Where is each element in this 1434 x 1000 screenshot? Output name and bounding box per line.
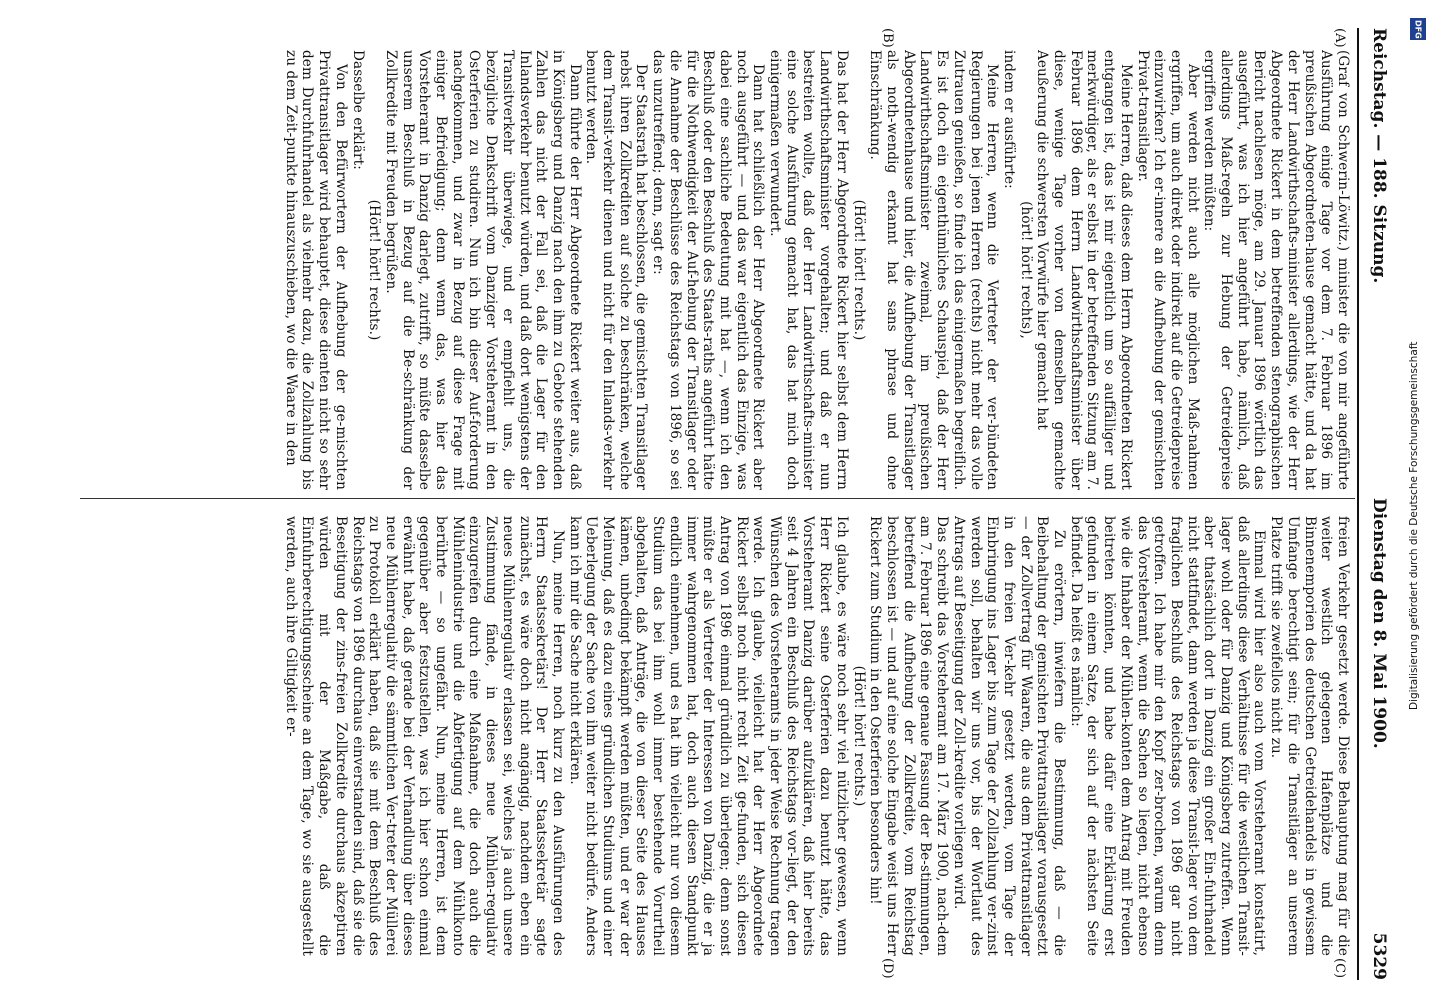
paragraph: Ich glaube, es wäre noch sehr viel nützlicher gewesen, wenn Herr Rickert seine Osterferien dazu benutzt hätte, das Vorsteheramt Danzig darüber aufzuklären, daß hier bereits seit 4 Jahren ein Beschluß des Reichstags vor-liegt, der den Wünschen des Vorsteheramts in jeder Weise Rechnung tragen werde. Ich glaube, vielleicht hat der Herr Abgeordnete Rickert selbst noch nicht recht Zeit ge-funden, sich diesen Antrag von 1896 einmal gründlich zu überlegen; denn sonst müßte er als Vertreter der Interessen von Danzig, die er ja immer wahrgenommen hat, doch auch diesen Standpunkt endlich einnehmen, und es hat ihn vielleicht nur von diesem Studium das bei ihm wohl immer bestehende Vorurtheil abgehalten, daß Anträge, die von dieser Seite des Hauses kämen, unbedingt bekämpft werden müßten, und er war der Meinung, daß es dazu eines gründlichen Studiums und einer Ueberlegung der Sache von ihm weiter nicht bedürfe. Anders kann ich mir die Sache nicht erklären. xyxy=(566,516,850,956)
quote: freien Verkehr gesetzt werde. Diese Behauptung mag für die weiter westlich gelegenen Hafenplätze und die Binnenemporien des deutschen Getreidehandels in gewissem Umfange berechtigt sein; für die Transitläger an unserem Platze trifft sie zweifellos nicht zu. xyxy=(1268,516,1351,956)
margin-mark-d: (D) xyxy=(880,958,895,979)
interjection: (Hört! hört! rechts.) xyxy=(850,665,867,807)
paragraph: Das schreibt das Vorsteheramt am 17. März 1900, nach-dem am 7. Februar 1896 eine genaue Fassung der Be-stimmungen, betreffend die Aufhebung der Zollkredite, vom Reichstag beschlossen ist — und auf eine solche Eingabe weist uns Herr Rickert zum Studium in den Osterferien besonders hin! xyxy=(867,516,951,956)
paragraph: indem er ausführte: xyxy=(1000,50,1017,189)
right-column xyxy=(70,516,1351,956)
paragraph: Aber werden nicht auch alle möglichen Maß-nahmen ergriffen, um auch direkt oder indirekt auf die Getreidepreise einzuwirken? Ich er-innere an die Aufhebung der gemischten Privat-transitlager. xyxy=(1134,50,1201,490)
quote: Der Staatsrath hat beschlossen, die gemischten Transitlager nebst ihren Zollkrediten auf solche zu beschränken, welche dem Transit-verkehr dienen und nicht für den Inlands-verkehr benutzt werden. xyxy=(583,50,650,490)
header-left: Reichstag. — 188. Sitzung. xyxy=(1369,28,1389,284)
dfg-logo: DFG xyxy=(1410,18,1426,40)
paragraph: (Graf von Schwerin-Löwitz.) minister die von mir angeführte Ausführung einige Tage vor dem 7. Februar 1896 im preußischen Abgeordneten-hause gemacht hätte, und da hat der Herr Landwirthschafts-minister allerdings, wie der Herr Abgeordnete Rickert in dem betreffenden stenographischen Bericht nachlesen möge, am 29. Januar 1896 wörtlich das ausgeführt, was ich hier angeführt habe, nämlich, daß allerdings Maß-regeln zur Hebung der Getreidepreise ergriffen werden müßten: xyxy=(1201,50,1351,490)
left-column xyxy=(70,50,1351,490)
paragraph: Dann hat schließlich der Herr Abgeordnete Rickert aber noch ausgeführt — und das war eigentlich das Einzige, was dabei eine sachliche Bedeutung mit hat —, wenn ich den Beschluß oder den Beschluß des Staats-raths angeführt hätte für die Nothwendigkeit der Auf-hebung der Transitlager oder die Annahme der Beschlüsse des Reichstags von 1896, so sei das unzutreffend; denn, sagt er: xyxy=(650,50,767,490)
rotated-page-content xyxy=(70,28,1395,980)
paragraph: Meine Herren, daß dieses dem Herrn Abgeordneten Rickert entgangen ist, das ist mir eigentlich um so auffälliger und merkwürdiger, als er selbst in der betreffenden Sitzung am 7. Februar 1896 dem Herrn Landwirthschaftsminister über diese, wenige Tage vorher von demselben gemachte Aeußerung die schwersten Vorwürfe hier gemacht hat xyxy=(1034,50,1134,490)
header-rule xyxy=(1357,28,1359,980)
quote: Meine Herren, wenn die Vertreter der ver-bündeten Regierungen bei jenen Herren (rechts) nicht mehr das volle Zutrauen genießen, so finde ich das einigermaßen begreiflich. Es ist doch ein eigenthümliches Schauspiel, daß der Herr Landwirthschaftsminister zweimal, im preußischen Abgeordnetenhause und hier, die Aufhebung der Transitlager als noth-wendig erkannt hat sans phrase und ohne Einschränkung. xyxy=(867,50,1001,490)
margin-mark-b: (B) xyxy=(880,28,895,48)
column-divider xyxy=(80,498,1355,499)
paragraph: Das hat der Herr Abgeordnete Rickert hier selbst dem Herrn Landwirthschaftsminister vorgehalten; und daß er nun bestreiten wollte, daß der Herr Landwirthschafts-minister eine solche Ausführung gemacht hat, das hat mich doch einigermaßen verwundert. xyxy=(767,50,850,490)
paragraph: Nun, meine Herren, noch kurz zu den Ausführungen des Herrn Staatssekretärs! Der Herr Staatssekretär sagte zunächst, es wäre doch nicht angängig, nachdem eben ein neues Mühlenregulativ erlassen sei, welches ja auch unsere Zustimmung fände, in dieses neue Mühlen-regulativ einzugreifen durch eine Maßnahme, die doch auch die Mühlenindustrie und die Abfertigung auf dem Mühlkonto berührte — so ungefähr. Nun, meine Herren, ist dem gegenüber aber festzustellen, was ich hier schon einmal erwähnt habe, daß gerade bei der Verhandlung über dieses neue Mühlenregulativ die sämmtlichen Ver-treter der Müllerei zu Protokoll erklärt haben, daß sie mit dem Beschluß des Reichstags von 1896 durchaus einverstanden sind, daß sie die Beseitigung der zins-freien Zollkredite durchaus akzeptiren würden mit der Maßgabe, daß die Einfuhrberechtigungsscheine an dem Tage, wo sie ausgestellt werden, auch ihre Giltigkeit er- xyxy=(282,516,566,956)
paragraph: Dann führte der Herr Abgeordnete Rickert weiter aus, daß in Königsberg und Danzig nach den ihm zu Gebote stehenden Zahlen das nicht der Fall sei, daß die Lager für den Inlandsverkehr benutzt würden, und daß dort wenigstens der Transitverkehr überwiege, und er empfiehlt uns, die bezügliche Denkschrift vom Danziger Vorsteheramt in den Osterferien zu studiren. Nun ich bin dieser Auf-forderung nachgekommen, und zwar in Bezug auf diese Frage mit einiger Befriedigung; denn wenn das, was hier das Vorsteheramt in Danzig darlegt, zutrifft, so müßte dasselbe unserem Beschluß in Bezug auf die Be-schränkung der Zollkredite mit Freuden begrüßen. xyxy=(382,50,583,490)
quote: Zu erörtern, inwiefern die Bestimmung, daß — die Beibehaltung der gemischten Privattransitlager vorausgesetzt — der Zollvertrag für Waaren, die aus dem Privattransitlager in den freien Ver-kehr gesetzt werden, vom Tage der Einbringung ins Lager bis zum Tage der Zollzahlung ver-zinst werden soll, behalten wir uns vor, bis der Wortlaut des Antrags auf Beseitigung der Zoll-kredite vorliegen wird. xyxy=(950,516,1068,956)
digitization-credit: Digitalisierung gefördert durch die Deutsche Forschungsgemeinschaft xyxy=(1408,341,1420,710)
quote: Von den Befürwortern der Aufhebung der ge-mischten Privattransitlager wird behauptet, diese dienten nicht so sehr dem Durchfuhrhandel als vielmehr dazu, die Zollzahlung bis zu dem Zeit-punkte hinauszuschieben, wo die Waare in den xyxy=(282,50,349,490)
header-date: Dienstag den 8. Mai 1900. xyxy=(1369,498,1389,749)
interjection: (Hört! hört! rechts.) xyxy=(366,199,383,341)
paragraph: Einmal wird hier also auch vom Vorsteheramt konstatirt, daß allerdings diese Verhältnisse für die westlichen Transit-lager wohl oder für Danzig und Königsberg zutreffen. Wenn aber thatsächlich dort in Danzig ein großer Ein-fuhrhandel nicht stattfindet, dann werden ja diese Transit-lager von dem fraglichen Beschluß des Reichstags von 1896 gar nicht getroffen. Ich habe mir den Kopf zer-brochen, warum denn das Vorsteheramt, wenn die Sachen so liegen, nicht ebenso wie die Inhaber der Mühlen-konten dem Antrag mit Freuden beitreten könnten, und habe dafür eine Erklärung erst gefunden in einem Satze, der sich auf der nächsten Seite befindet. Da heißt es nämlich: xyxy=(1067,516,1268,956)
running-header xyxy=(1361,28,1395,980)
digitization-sidebar xyxy=(1407,10,1429,990)
interjection: (hört! hört! rechts), xyxy=(1017,201,1034,339)
margin-mark-a: (A) xyxy=(1332,28,1347,48)
paragraph: Dasselbe erklärt: xyxy=(349,50,366,170)
page-number: 5329 xyxy=(1369,932,1389,980)
interjection: (Hört! hört! rechts.) xyxy=(850,199,867,341)
margin-mark-c: (C) xyxy=(1332,958,1347,979)
